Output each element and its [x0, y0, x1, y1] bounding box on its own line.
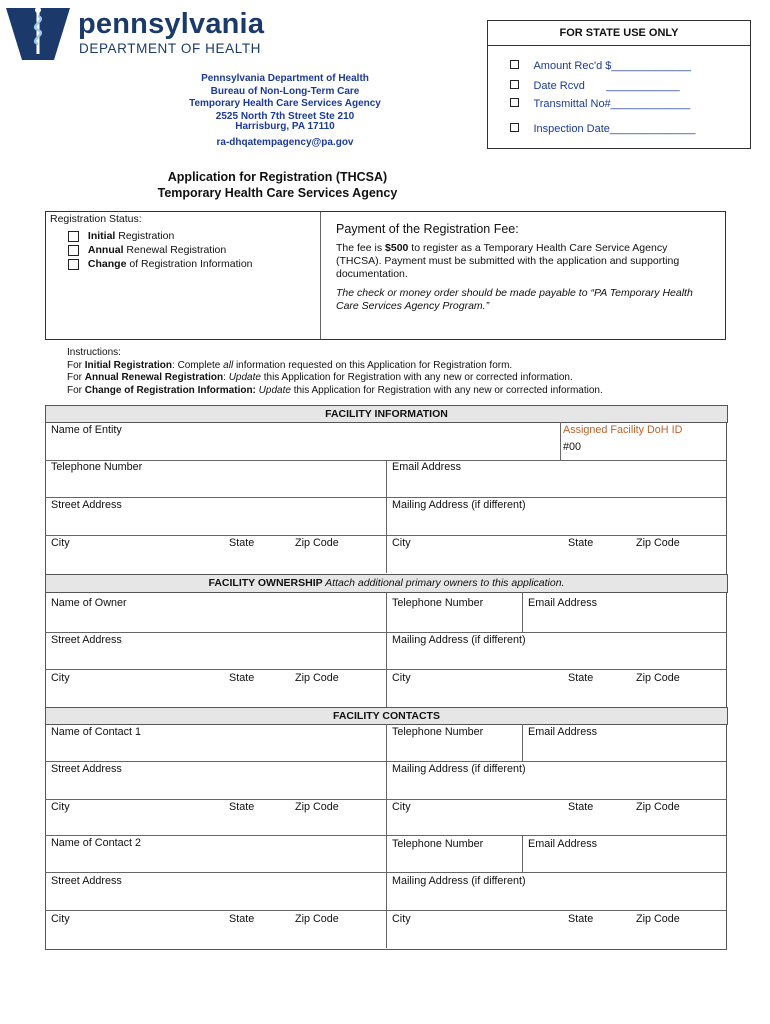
- contact2-mailing-zip-field[interactable]: Zip Code: [636, 913, 680, 925]
- contact1-telephone-field[interactable]: Telephone Number: [392, 726, 484, 738]
- bureau-email[interactable]: ra-dhqatempagency@pa.gov: [216, 136, 354, 148]
- owner-street-field[interactable]: Street Address: [51, 634, 122, 646]
- name-of-entity-field[interactable]: Name of Entity: [51, 424, 122, 436]
- facility-contacts-band: FACILITY CONTACTS: [45, 707, 728, 725]
- contact1-email-field[interactable]: Email Address: [528, 726, 598, 738]
- status-option-change[interactable]: Change of Registration Information: [68, 258, 253, 270]
- contact1-state-field[interactable]: State: [229, 801, 255, 813]
- contact1-mailing-field[interactable]: Mailing Address (if different): [392, 763, 526, 775]
- owner-mailing-state-field[interactable]: State: [568, 672, 594, 684]
- contact1-street-field[interactable]: Street Address: [51, 763, 122, 775]
- state-field[interactable]: State: [229, 537, 255, 549]
- checkbox-icon[interactable]: [68, 231, 79, 242]
- owner-zip-field[interactable]: Zip Code: [295, 672, 339, 684]
- owner-email-field[interactable]: Email Address: [528, 597, 598, 609]
- checkbox-icon[interactable]: [510, 123, 519, 132]
- contact2-mailing-city-field[interactable]: City: [392, 913, 411, 925]
- contact2-zip-field[interactable]: Zip Code: [295, 913, 339, 925]
- state-use-item: Amount Rec'd $_____________: [510, 56, 691, 74]
- contact1-city-field[interactable]: City: [51, 801, 70, 813]
- logo-department: DEPARTMENT OF HEALTH: [79, 41, 262, 56]
- status-option-annual[interactable]: Annual Renewal Registration: [68, 244, 226, 256]
- contact2-city-field[interactable]: City: [51, 913, 70, 925]
- street-address-field[interactable]: Street Address: [51, 499, 122, 511]
- owner-mailing-city-field[interactable]: City: [392, 672, 411, 684]
- mailing-address-field[interactable]: Mailing Address (if different): [392, 499, 526, 511]
- contact2-telephone-field[interactable]: Telephone Number: [392, 838, 484, 850]
- assigned-id-label: Assigned Facility DoH ID: [563, 424, 683, 436]
- contact2-email-field[interactable]: Email Address: [528, 838, 598, 850]
- contact1-mailing-zip-field[interactable]: Zip Code: [636, 801, 680, 813]
- assigned-id-value: #00: [563, 441, 582, 453]
- checkbox-icon[interactable]: [68, 259, 79, 270]
- contact2-street-field[interactable]: Street Address: [51, 875, 122, 887]
- contact1-name-field[interactable]: Name of Contact 1: [51, 726, 142, 738]
- city-field[interactable]: City: [51, 537, 70, 549]
- state-use-item: Transmittal No#_____________: [510, 94, 690, 112]
- owner-mailing-zip-field[interactable]: Zip Code: [636, 672, 680, 684]
- mailing-state-field[interactable]: State: [568, 537, 594, 549]
- state-use-item: Inspection Date______________: [510, 119, 696, 137]
- instructions: Instructions: For Initial Registration: Complete all information requested on this Application for Registration form. For Annual Renewal Registration: Update this Application for Registration with any new or corrected information. For Change of Registration Information: Update this Application for Registration with any new or corrected information.: [67, 347, 603, 396]
- payment-paragraph-2: The check or money order should be made payable to “PA Temporary Health Care Services Agency Program.”: [336, 287, 693, 312]
- checkbox-icon[interactable]: [68, 245, 79, 256]
- state-use-item: Date Rcvd ____________: [510, 76, 680, 94]
- application-title: Application for Registration (THCSA) Temporary Health Care Services Agency: [157, 170, 398, 200]
- contact2-name-field[interactable]: Name of Contact 2: [51, 837, 142, 849]
- payment-paragraph-1: The fee is $500 to register as a Temporary Health Care Service Agency (THCSA). Payment must be submitted with the application and supporting documentation.: [336, 242, 680, 280]
- logo-wordmark: pennsylvania: [78, 8, 265, 40]
- mailing-city-field[interactable]: City: [392, 537, 411, 549]
- email-field[interactable]: Email Address: [392, 461, 462, 473]
- facility-information-band: FACILITY INFORMATION: [45, 405, 728, 423]
- mailing-zip-field[interactable]: Zip Code: [636, 537, 680, 549]
- pa-keystone-logo: [4, 2, 74, 62]
- owner-state-field[interactable]: State: [229, 672, 255, 684]
- owner-name-field[interactable]: Name of Owner: [51, 597, 127, 609]
- state-use-box: [487, 20, 751, 149]
- registration-status-heading: Registration Status:: [50, 213, 142, 225]
- checkbox-icon[interactable]: [510, 98, 519, 107]
- owner-city-field[interactable]: City: [51, 672, 70, 684]
- contact1-zip-field[interactable]: Zip Code: [295, 801, 339, 813]
- state-use-title: FOR STATE USE ONLY: [488, 21, 750, 46]
- facility-ownership-band: FACILITY OWNERSHIP Attach additional primary owners to this application.: [45, 574, 728, 593]
- contact2-state-field[interactable]: State: [229, 913, 255, 925]
- contact1-mailing-state-field[interactable]: State: [568, 801, 594, 813]
- zip-field[interactable]: Zip Code: [295, 537, 339, 549]
- checkbox-icon[interactable]: [510, 80, 519, 89]
- checkbox-icon[interactable]: [510, 60, 519, 69]
- status-payment-box: [45, 211, 726, 340]
- bureau-address: Pennsylvania Department of Health Bureau of Non-Long-Term Care Temporary Health Care Services Agency 2525 North 7th Street Ste 210 Harrisburg, PA 17110 ra-dhqatempagency@pa.gov: [160, 73, 410, 149]
- telephone-field[interactable]: Telephone Number: [51, 461, 143, 473]
- status-option-initial[interactable]: Initial Registration: [68, 230, 174, 242]
- contact1-mailing-city-field[interactable]: City: [392, 801, 411, 813]
- payment-heading: Payment of the Registration Fee:: [336, 222, 519, 236]
- owner-mailing-field[interactable]: Mailing Address (if different): [392, 634, 526, 646]
- contact2-mailing-field[interactable]: Mailing Address (if different): [392, 875, 526, 887]
- contact2-mailing-state-field[interactable]: State: [568, 913, 594, 925]
- owner-telephone-field[interactable]: Telephone Number: [392, 597, 484, 609]
